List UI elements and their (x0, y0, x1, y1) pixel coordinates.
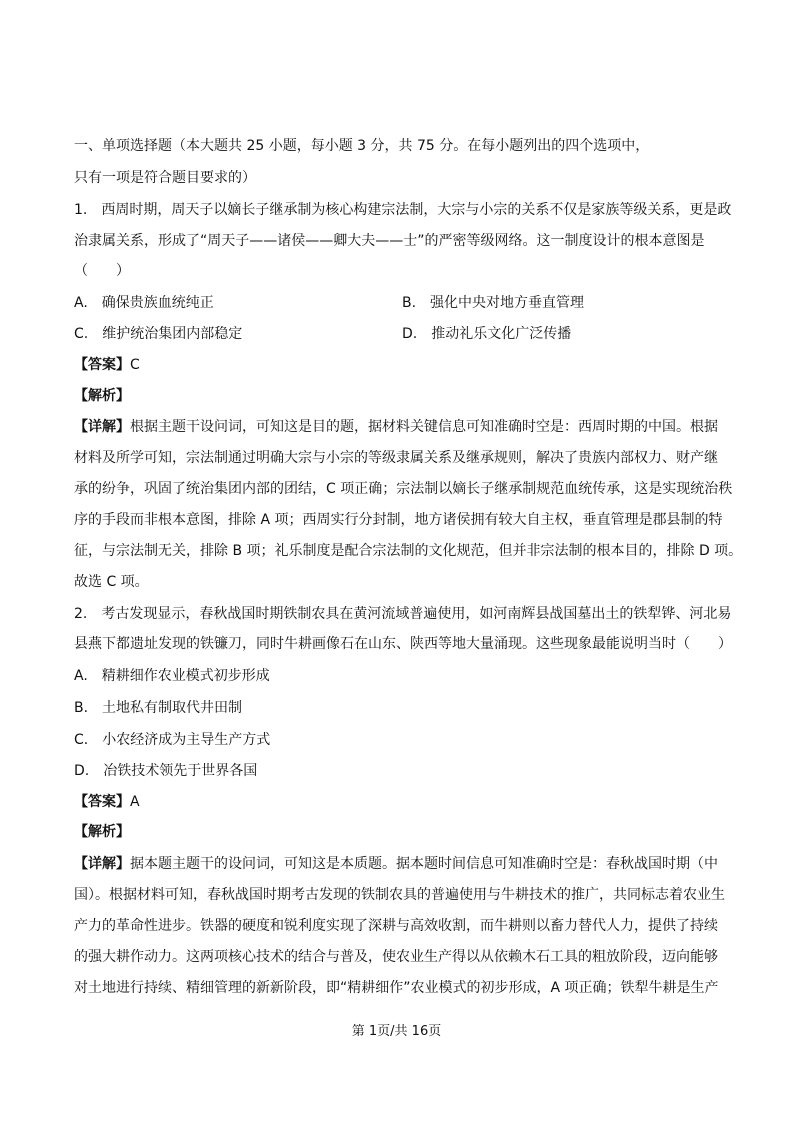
q1-answer (74, 355, 140, 375)
q2-detail-text-1: 据本题主题干的设问词，可知这是本质题。据本题时间信息可知准确时空是：春秋战国时期（中 (130, 856, 718, 872)
q1-detail-line-5: 征，与宗法制无关，排除 B 项；礼乐制度是配合宗法制的文化规范，但并非宗法制的根本目的，排除 D 项。 (74, 543, 743, 559)
q2-detail-line-4: 的强大耕作动力。这两项核心技术的结合与普及，使农业生产得以从依赖木石工具的粗放阶段，迈向能够 (74, 949, 718, 965)
q1-stem-line-3: （ ） (74, 263, 130, 279)
q2-option-d: D. 冶铁技术领先于世界各国 (74, 763, 258, 779)
q1-detail-line-3: 承的纷争，巩固了统治集团内部的团结，C 项正确；宗法制以嫡长子继承制规范血统传承，这是实现统治秩 (74, 481, 733, 497)
q2-detail-line-2: 国）。根据材料可知，春秋战国时期考古发现的铁制农具的普遍使用与牛耕技术的推广，共同标志着农业生 (74, 887, 725, 903)
detail-tag: 【详解】 (74, 856, 130, 872)
q2-analysis-tag (74, 822, 130, 842)
q1-detail-text-1: 根据主题干设问词，可知这是目的题，据材料关键信息可知准确时空是：西周时期的中国。根据 (130, 419, 718, 435)
q2-option-c: C. 小农经济成为主导生产方式 (74, 732, 271, 748)
analysis-tag: 【解析】 (74, 388, 130, 404)
answer-value: A (130, 794, 140, 810)
q1-option-a: A. 确保贵族血统纯正 (74, 295, 214, 311)
q2-detail-line-3: 产力的革命性进步。铁器的硬度和锐利度实现了深耕与高效收割，而牛耕则以畜力替代人力，提供了持续 (74, 918, 718, 934)
q1-stem-line-1: 1. 西周时期，周天子以嫡长子继承制为核心构建宗法制，大宗与小宗的关系不仅是家族等级关系，更是政 (74, 202, 732, 218)
q1-detail-line-1 (74, 417, 718, 437)
section-heading-line-1: 一、单项选择题（本大题共 25 小题，每小题 3 分，共 75 分。在每小题列出的四个选项中， (74, 138, 650, 154)
q2-detail-line-5: 对土地进行持续、精细管理的新新阶段，即“精耕细作”农业模式的初步形成，A 项正确；铁犁牛耕是生产 (74, 980, 719, 996)
q1-detail-line-2: 材料及所学可知，宗法制通过明确大宗与小宗的等级隶属关系及继承规则，解决了贵族内部权力、财产继 (74, 450, 718, 466)
page-footer: 第 1页/共 16页 (351, 1024, 442, 1039)
detail-tag: 【详解】 (74, 419, 130, 435)
q2-answer (74, 792, 140, 812)
q1-detail-line-4: 序的手段而非根本意图，排除 A 项；西周实行分封制，地方诸侯拥有较大自主权，垂直管理是郡县制的特 (74, 512, 723, 528)
section-heading-line-2: 只有一项是符合题目要求的） (74, 170, 256, 186)
q2-option-a: A. 精耕细作农业模式初步形成 (74, 668, 270, 684)
q1-stem-line-2: 治隶属关系，形成了“周天子——诸侯——卿大夫——士”的严密等级网络。这一制度设计的根本意图是 (74, 233, 705, 249)
q1-option-b: B. 强化中央对地方垂直管理 (402, 295, 585, 311)
q2-stem-line-2: 县燕下都遗址发现的铁镰刀，同时牛耕画像石在山东、陕西等地大量涌现。这些现象最能说明当时（ ） (74, 636, 732, 652)
analysis-tag: 【解析】 (74, 824, 130, 840)
q1-analysis-tag (74, 386, 130, 406)
q2-stem-line-1: 2. 考古发现显示，春秋战国时期铁制农具在黄河流域普遍使用，如河南辉县战国墓出土的铁犁铧、河北易 (74, 606, 732, 622)
q2-option-b: B. 土地私有制取代井田制 (74, 700, 243, 716)
q1-option-d: D. 推动礼乐文化广泛传播 (402, 326, 572, 342)
answer-value: C (130, 357, 140, 373)
q1-option-c: C. 维护统治集团内部稳定 (74, 326, 243, 342)
answer-tag: 【答案】 (74, 357, 130, 373)
q2-detail-line-1 (74, 854, 718, 874)
q1-detail-line-6: 故选 C 项。 (74, 574, 149, 590)
answer-tag: 【答案】 (74, 794, 130, 810)
